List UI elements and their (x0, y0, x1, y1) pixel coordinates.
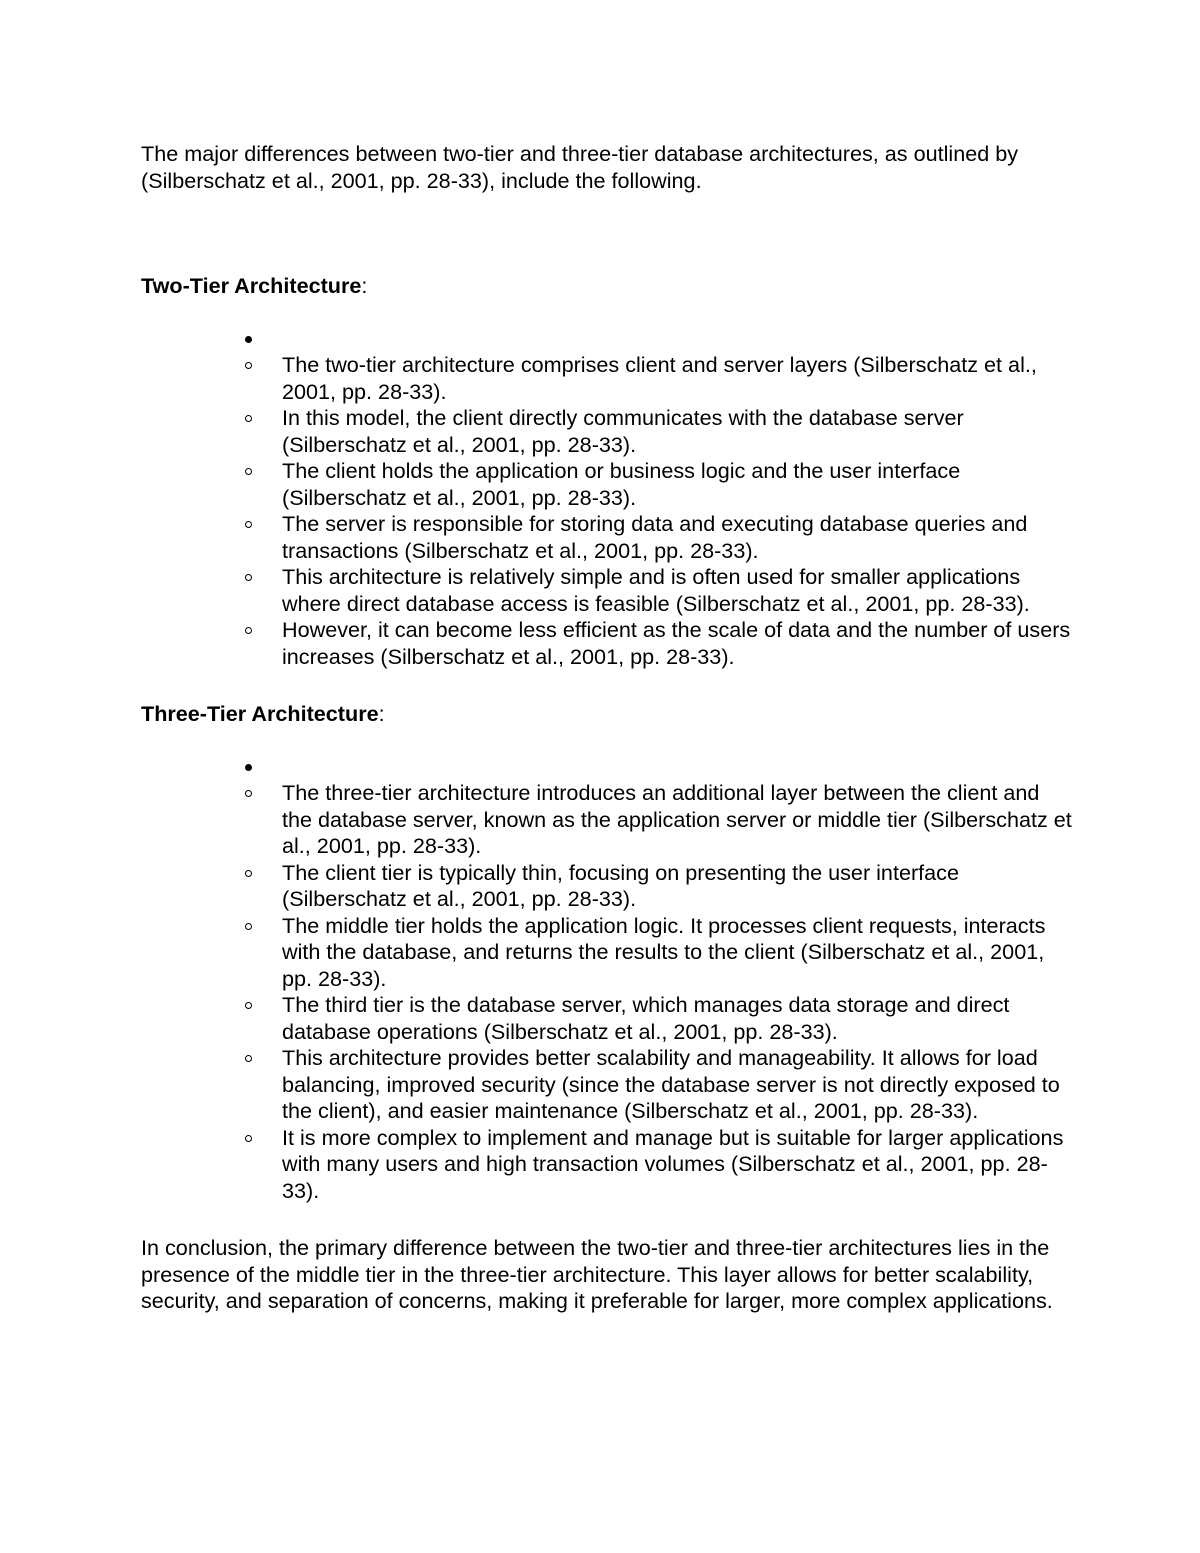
circle-bullet-icon (245, 521, 252, 528)
list-item-text: The middle tier holds the application logic. It processes client requests, interacts with the database, and returns the results to the client (Silberschatz et al., 2001, pp. 28-33). (282, 912, 1046, 991)
list-item (282, 913, 1072, 993)
three-tier-heading (141, 701, 1060, 728)
empty-bullet-item (282, 754, 1072, 781)
circle-bullet-icon (245, 468, 252, 475)
list-item-text: The server is responsible for storing data and executing database queries and transactions (Silberschatz et al., 2001, pp. 28-33). (282, 511, 1028, 563)
circle-bullet-icon (245, 415, 252, 422)
three-tier-list (141, 754, 1072, 1205)
two-tier-heading-text: Two-Tier Architecture (141, 273, 362, 298)
list-item (282, 617, 1072, 670)
disc-bullet-icon (245, 764, 252, 771)
list-item-text: It is more complex to implement and manage but is suitable for larger applications with many users and high transaction volumes (Silberschatz et al., 2001, pp. 28-33). (282, 1124, 1064, 1203)
circle-bullet-icon (245, 627, 252, 634)
three-tier-heading-text: Three-Tier Architecture (141, 701, 379, 726)
list-item (282, 992, 1072, 1045)
two-tier-list (141, 326, 1072, 671)
list-item-text: The two-tier architecture comprises client and server layers (Silberschatz et al., 2001, pp. 28-33). (282, 352, 1037, 404)
list-item (282, 860, 1072, 913)
circle-bullet-icon (245, 923, 252, 930)
list-item-text: This architecture is relatively simple and is often used for smaller applications where direct database access is feasible (Silberschatz et al., 2001, pp. 28-33). (282, 564, 1030, 616)
list-item-text: The third tier is the database server, which manages data storage and direct database operations (Silberschatz et al., 2001, pp. 28-33). (282, 992, 1010, 1044)
circle-bullet-icon (245, 790, 252, 797)
circle-bullet-icon (245, 362, 252, 369)
list-item-text: This architecture provides better scalability and manageability. It allows for load balancing, improved security (since the database server is not directly exposed to the client), and easier maintenance (Silberschatz et al., 2001, pp. 28-33). (282, 1045, 1060, 1123)
list-item (282, 1125, 1072, 1205)
list-item-text: The three-tier architecture introduces an additional layer between the client and the database server, known as the application server or middle tier (Silberschatz et al., 2001, pp. 28-33). (282, 780, 1072, 858)
intro-paragraph: The major differences between two-tier and three-tier database architectures, as outlined by (Silberschatz et al., 2001, pp. 28-33), include the following. (141, 141, 1019, 193)
list-item (282, 1045, 1072, 1125)
list-item (282, 511, 1072, 564)
list-item-text: However, it can become less efficient as the scale of data and the number of users increases (Silberschatz et al., 2001, pp. 28-33). (282, 617, 1071, 669)
list-item (282, 564, 1072, 617)
list-item (282, 352, 1072, 405)
list-item (282, 458, 1072, 511)
circle-bullet-icon (245, 1055, 252, 1062)
two-tier-heading-colon: : (361, 273, 368, 298)
two-tier-heading (141, 273, 1060, 300)
list-item-text: The client tier is typically thin, focusing on presenting the user interface (Silberschatz et al., 2001, pp. 28-33). (282, 859, 959, 911)
list-item-text: The client holds the application or business logic and the user interface (Silberschatz et al., 2001, pp. 28-33). (282, 458, 961, 510)
list-item (282, 780, 1072, 860)
circle-bullet-icon (245, 870, 252, 877)
list-item-text: In this model, the client directly communicates with the database server (Silberschatz et al., 2001, pp. 28-33). (282, 405, 964, 457)
disc-bullet-icon (245, 336, 252, 343)
empty-bullet-item (282, 326, 1072, 353)
circle-bullet-icon (245, 1135, 252, 1142)
list-item (282, 405, 1072, 458)
conclusion-paragraph: In conclusion, the primary difference between the two-tier and three-tier architectures lies in the presence of the middle tier in the three-tier architecture. This layer allows for better scalability, security, and separation of concerns, making it preferable for larger, more complex applications. (141, 1235, 1053, 1313)
three-tier-heading-colon: : (378, 701, 385, 726)
circle-bullet-icon (245, 1002, 252, 1009)
circle-bullet-icon (245, 574, 252, 581)
